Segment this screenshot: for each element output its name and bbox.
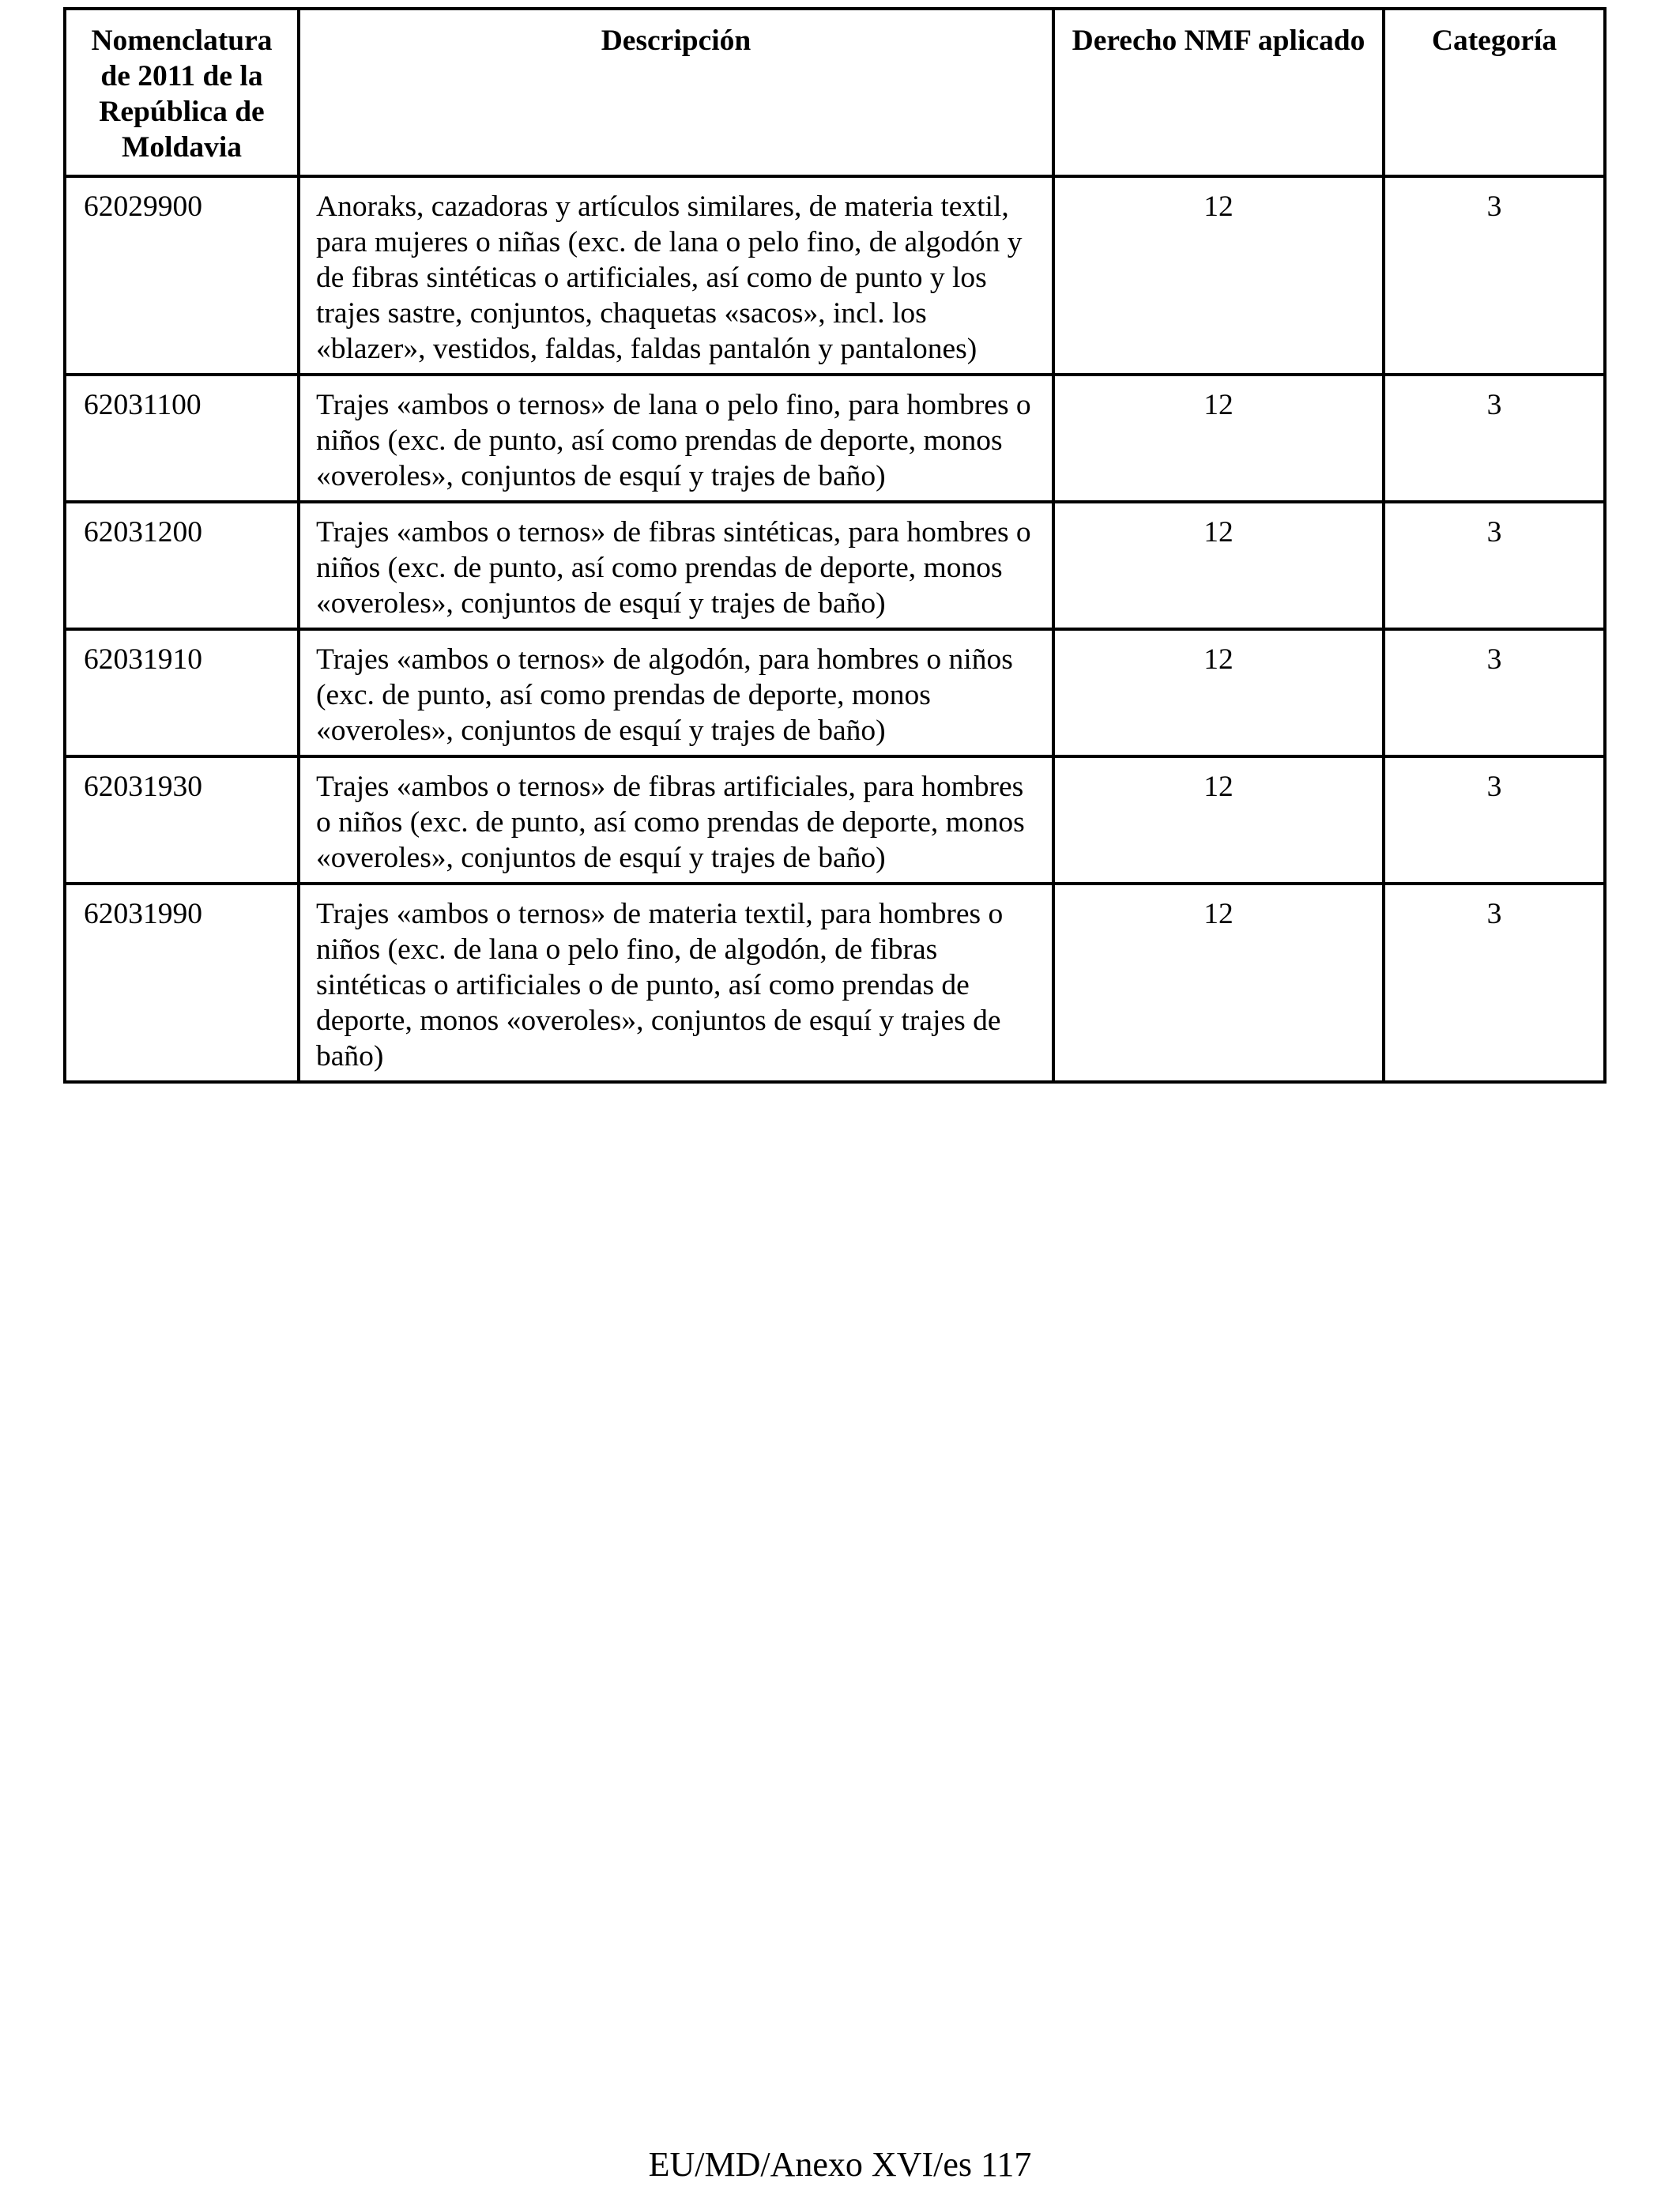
table-row [65,375,1605,502]
cell-code: 62029900 [65,176,299,375]
cell-description: Anoraks, cazadoras y artículos similares, de materia textil, para mujeres o niñas (exc. de lana o pelo fino, de algodón y de fibras sintéticas o artificiales, así como de punto y los trajes sastre, conjuntos, chaquetas «sacos», incl. los «blazer», vestidos, faldas, faldas pantalón y pantalones) [299,176,1053,375]
table-header [65,9,1605,176]
cell-description: Trajes «ambos o ternos» de fibras artificiales, para hombres o niños (exc. de punto, así como prendas de deporte, monos «overoles», conjuntos de esquí y trajes de baño) [299,756,1053,884]
header-description: Descripción [299,9,1053,176]
cell-duty: 12 [1053,176,1384,375]
header-category: Categoría [1384,9,1605,176]
tariff-table [63,7,1607,1084]
cell-duty: 12 [1053,629,1384,756]
cell-category: 3 [1384,375,1605,502]
cell-category: 3 [1384,884,1605,1082]
cell-description: Trajes «ambos o ternos» de materia textil, para hombres o niños (exc. de lana o pelo fino, de algodón, de fibras sintéticas o artificiales o de punto, así como prendas de deporte, monos «overoles», conjuntos de esquí y trajes de baño) [299,884,1053,1082]
cell-category: 3 [1384,176,1605,375]
cell-duty: 12 [1053,375,1384,502]
cell-category: 3 [1384,756,1605,884]
cell-category: 3 [1384,629,1605,756]
table-row [65,176,1605,375]
cell-code: 62031930 [65,756,299,884]
cell-duty: 12 [1053,502,1384,629]
cell-duty: 12 [1053,884,1384,1082]
table-body [65,176,1605,1082]
cell-code: 62031910 [65,629,299,756]
cell-description: Trajes «ambos o ternos» de fibras sintéticas, para hombres o niños (exc. de punto, así como prendas de deporte, monos «overoles», conjuntos de esquí y trajes de baño) [299,502,1053,629]
page-footer: EU/MD/Anexo XVI/es 117 [648,2145,1032,2184]
cell-duty: 12 [1053,756,1384,884]
table-row [65,502,1605,629]
header-duty: Derecho NMF aplicado [1053,9,1384,176]
table-row [65,756,1605,884]
cell-category: 3 [1384,502,1605,629]
table-row [65,629,1605,756]
cell-description: Trajes «ambos o ternos» de algodón, para hombres o niños (exc. de punto, así como prendas de deporte, monos «overoles», conjuntos de esquí y trajes de baño) [299,629,1053,756]
cell-code: 62031100 [65,375,299,502]
cell-description: Trajes «ambos o ternos» de lana o pelo fino, para hombres o niños (exc. de punto, así como prendas de deporte, monos «overoles», conjuntos de esquí y trajes de baño) [299,375,1053,502]
table-row [65,884,1605,1082]
cell-code: 62031990 [65,884,299,1082]
header-code: Nomenclatura de 2011 de la República de Moldavia [65,9,299,176]
header-row [65,9,1605,176]
cell-code: 62031200 [65,502,299,629]
